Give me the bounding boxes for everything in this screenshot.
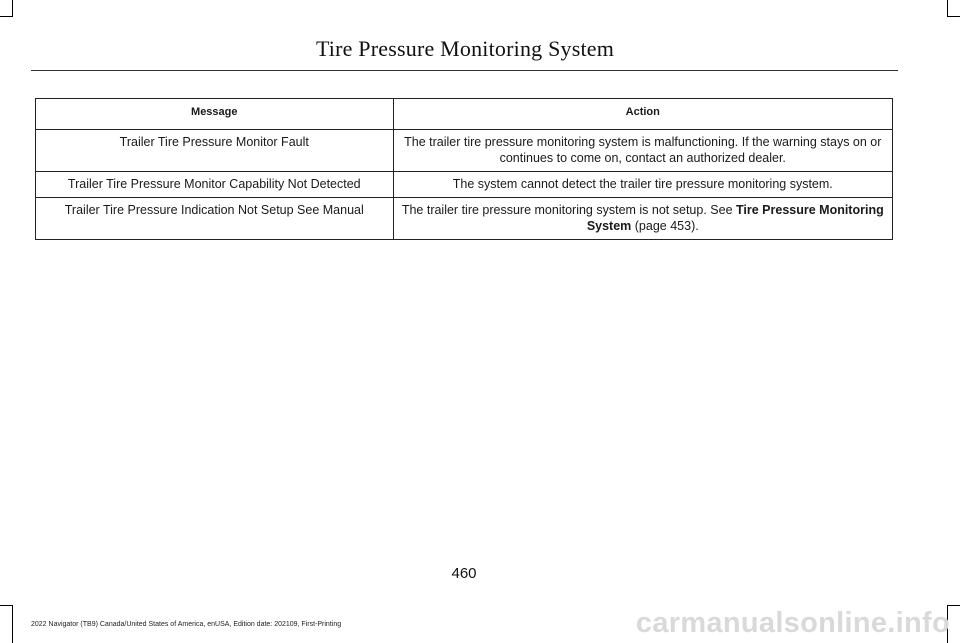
table-row xyxy=(36,172,893,198)
crop-mark xyxy=(947,16,960,17)
crop-mark xyxy=(947,0,948,17)
message-cell: Trailer Tire Pressure Monitor Fault xyxy=(36,130,394,172)
crop-mark xyxy=(0,605,13,606)
page-number: 460 xyxy=(451,565,477,582)
title-divider xyxy=(31,70,898,71)
watermark: carmanualsonline.info xyxy=(635,607,950,639)
crop-mark xyxy=(947,605,960,606)
header-message: Message xyxy=(36,99,394,130)
message-cell: Trailer Tire Pressure Indication Not Setup See Manual xyxy=(36,198,394,240)
table-header-row xyxy=(36,99,893,130)
table-row xyxy=(36,130,893,172)
crop-mark xyxy=(12,0,13,17)
message-cell: Trailer Tire Pressure Monitor Capability Not Detected xyxy=(36,172,394,198)
footer-edition-text: 2022 Navigator (TB9) Canada/United States of America, enUSA, Edition date: 202109, First-Printing xyxy=(31,621,342,628)
page-title: Tire Pressure Monitoring System xyxy=(315,36,615,61)
crop-mark xyxy=(12,605,13,643)
cross-reference-link[interactable]: Tire Pressure Monitoring System xyxy=(586,203,884,233)
action-text: The trailer tire pressure monitoring system is not setup. See xyxy=(401,203,736,217)
action-cell xyxy=(393,198,892,240)
table-row xyxy=(36,198,893,240)
crop-mark xyxy=(0,16,13,17)
message-table xyxy=(35,98,893,240)
action-cell: The system cannot detect the trailer tire pressure monitoring system. xyxy=(393,172,892,198)
action-cell: The trailer tire pressure monitoring system is malfunctioning. If the warning stays on or continues to come on, contact an authorized dealer. xyxy=(393,130,892,172)
page-reference: (page 453). xyxy=(631,219,699,233)
header-action: Action xyxy=(393,99,892,130)
